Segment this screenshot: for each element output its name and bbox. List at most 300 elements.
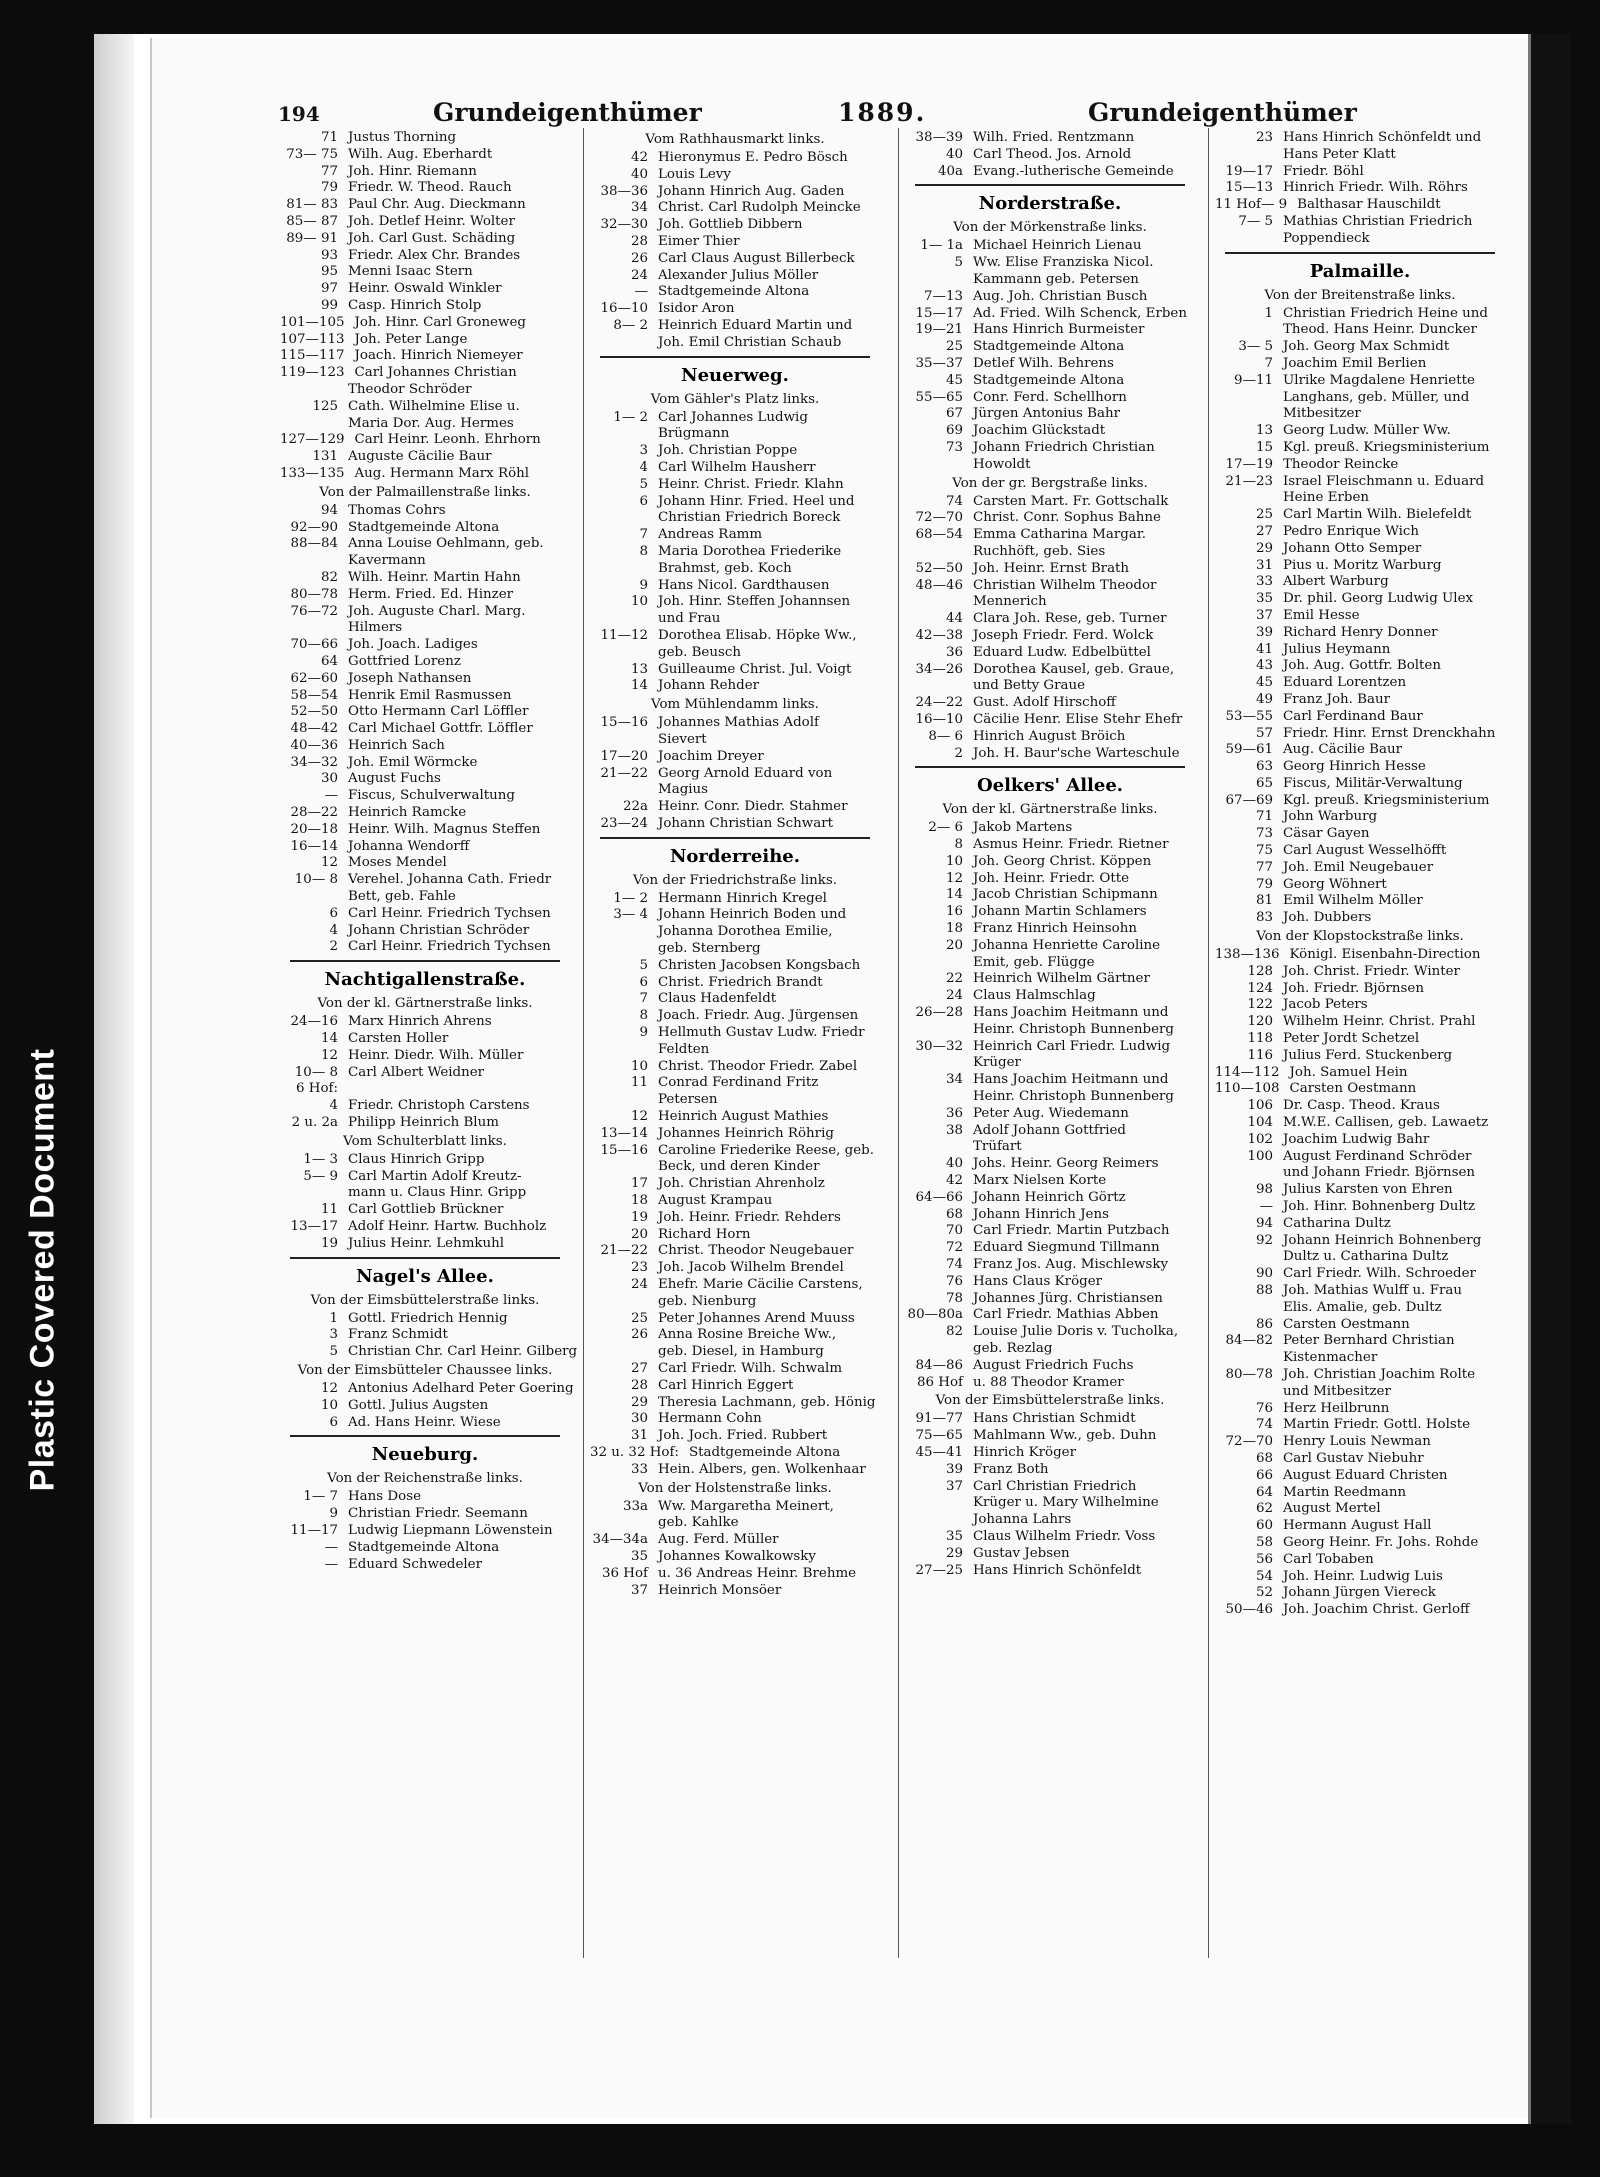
house-number: 76	[945, 1273, 963, 1289]
owner-name: Johanna Lahrs	[973, 1512, 1072, 1528]
owner-entry	[905, 695, 1195, 712]
owner-entry	[905, 1479, 1195, 1496]
owner-entry	[905, 1546, 1195, 1563]
house-number: 88—84	[290, 536, 338, 552]
owner-entry	[280, 449, 570, 466]
column-divider	[1208, 128, 1209, 1958]
house-number: 26	[630, 250, 648, 266]
owner-name: Johann Otto Semper	[1283, 540, 1422, 556]
owner-entry	[1215, 231, 1505, 248]
owner-entry	[1215, 793, 1505, 810]
house-number: 42	[945, 1173, 963, 1189]
house-number	[1215, 231, 1283, 248]
house-number: —	[634, 284, 648, 300]
owner-name: Jacob Christian Schipmann	[973, 887, 1158, 903]
house-number: 34—34a	[592, 1532, 648, 1548]
owner-entry	[280, 332, 570, 349]
house-number: 3	[329, 1327, 338, 1343]
owner-name: Wilhelm Heinr. Christ. Prahl	[1283, 1014, 1476, 1030]
owner-name: Elis. Amalie, geb. Dultz	[1283, 1299, 1442, 1315]
house-number	[590, 510, 658, 527]
owner-entry	[280, 466, 570, 483]
owner-name: Mitbesitzer	[1283, 406, 1361, 422]
owner-entry	[280, 147, 570, 164]
owner-name: Heinrich Ramcke	[348, 805, 467, 821]
owner-name: Joach. Hinrich Niemeyer	[354, 348, 523, 364]
owner-entry	[590, 958, 880, 975]
owner-entry	[590, 907, 880, 924]
owner-name: Theod. Hans Heinr. Duncker	[1283, 322, 1477, 338]
owner-name: Ruchhöft, geb. Sies	[973, 543, 1106, 559]
house-number: 16—14	[290, 838, 338, 854]
owner-entry	[590, 749, 880, 766]
owner-name: Carl Johannes Christian	[354, 365, 517, 381]
owner-name: Gottl. Friedrich Hennig	[348, 1310, 508, 1326]
owner-entry	[1215, 1585, 1505, 1602]
owner-entry	[1215, 1401, 1505, 1418]
owner-name: Anna Louise Oehlmann, geb.	[348, 536, 544, 552]
house-number: 30	[630, 1411, 648, 1427]
owner-entry	[280, 1115, 570, 1132]
owner-name: Joh. Christ. Friedr. Winter	[1283, 963, 1460, 979]
owner-entry	[590, 1176, 880, 1193]
owner-name: Joach. Friedr. Aug. Jürgensen	[658, 1008, 859, 1024]
house-number: 40	[630, 166, 648, 182]
house-number: 67	[945, 406, 963, 422]
owner-entry	[1215, 164, 1505, 181]
owner-name: Hellmuth Gustav Ludw. Friedr	[658, 1025, 865, 1041]
owner-name: Joachim Emil Berlien	[1283, 355, 1427, 371]
house-number: 67—69	[1225, 792, 1273, 808]
house-number: 32 u. 32 Hof:	[590, 1444, 679, 1460]
owner-name: Carl August Wesselhöfft	[1283, 843, 1447, 859]
house-number: 29	[630, 1394, 648, 1410]
owner-entry	[1215, 1233, 1505, 1250]
owner-name: Krüger	[973, 1055, 1021, 1071]
owner-entry	[1215, 675, 1505, 692]
owner-name: Asmus Heinr. Friedr. Rietner	[973, 837, 1169, 853]
owner-entry	[905, 837, 1195, 854]
owner-name: John Warburg	[1283, 809, 1378, 825]
owner-name: Georg Ludw. Müller Ww.	[1283, 423, 1451, 439]
owner-entry	[590, 561, 880, 578]
owner-name: Mathias Christian Friedrich	[1283, 213, 1473, 229]
owner-entry	[1215, 910, 1505, 927]
owner-entry	[905, 1563, 1195, 1580]
house-number: 17—20	[600, 748, 648, 764]
section-rule	[915, 184, 1185, 186]
owner-name: Joh. Samuel Hein	[1289, 1064, 1408, 1080]
house-number: 9—11	[1234, 372, 1273, 388]
house-number: 114—112	[1215, 1064, 1280, 1080]
owner-name: Jakob Martens	[973, 820, 1073, 836]
house-number: 116	[1247, 1047, 1273, 1063]
owner-name: Otto Hermann Carl Löffler	[348, 704, 529, 720]
street-heading: Neueburg.	[371, 1444, 479, 1466]
owner-name: Brahmst, geb. Koch	[658, 560, 792, 576]
house-number: 2	[329, 939, 338, 955]
owner-name: Pius u. Moritz Warburg	[1283, 557, 1442, 573]
owner-name: Justus Thorning	[348, 130, 457, 145]
house-number	[1215, 1249, 1283, 1266]
house-number: 10— 8	[294, 872, 338, 888]
house-number: 38—36	[600, 183, 648, 199]
house-number: 37	[630, 1582, 648, 1598]
house-number: 79	[320, 180, 338, 196]
owner-entry	[590, 1566, 880, 1583]
house-number: 92—90	[290, 519, 338, 535]
house-number: 68	[1255, 1450, 1273, 1466]
direction-note: Von der gr. Bergstraße links.	[952, 475, 1148, 491]
house-number: —	[1259, 1199, 1273, 1215]
owner-name: Johann Hinr. Fried. Heel und	[658, 493, 855, 509]
owner-entry	[905, 164, 1195, 181]
house-number: 5	[639, 957, 648, 973]
owner-name: Richard Horn	[658, 1226, 751, 1242]
owner-entry	[905, 457, 1195, 474]
house-number: 31	[630, 1428, 648, 1444]
owner-entry	[280, 839, 570, 856]
house-number	[590, 1515, 658, 1532]
owner-entry	[905, 130, 1195, 147]
owner-entry	[280, 1381, 574, 1398]
house-number: 1— 3	[303, 1151, 338, 1167]
house-number: 1	[329, 1310, 338, 1326]
owner-name: Conr. Ferd. Schellhorn	[973, 389, 1127, 405]
owner-entry	[280, 1169, 570, 1186]
owner-name: Cath. Wilhelmine Elise u.	[348, 398, 520, 414]
house-number: 37	[1255, 607, 1273, 623]
side-label	[8, 1000, 78, 1540]
house-number	[905, 955, 973, 972]
owner-name: Ludwig Liepmann Löwenstein	[348, 1522, 553, 1538]
owner-name: Martin Reedmann	[1283, 1484, 1407, 1500]
owner-name: Eduard Ludw. Edbelbüttel	[973, 644, 1151, 660]
owner-entry	[1215, 877, 1505, 894]
owner-name: Beck, und deren Kinder	[658, 1159, 820, 1175]
owner-entry	[590, 1143, 880, 1160]
house-number: 8	[639, 543, 648, 559]
house-number: 35	[1255, 591, 1273, 607]
owner-entry	[905, 729, 1195, 746]
owner-name: Howoldt	[973, 456, 1031, 472]
owner-name: Kavermann	[348, 553, 426, 569]
house-number: 4	[329, 922, 338, 938]
house-number: 15—13	[1225, 180, 1273, 196]
owner-name: Wilh. Heinr. Martin Hahn	[348, 569, 521, 585]
house-number: 20—18	[290, 821, 338, 837]
house-number: 62—60	[290, 670, 338, 686]
house-number	[590, 335, 658, 352]
owner-name: Trüfart	[973, 1139, 1022, 1155]
section-rule	[600, 356, 870, 358]
owner-name: Peter Johannes Arend Muuss	[658, 1310, 855, 1326]
owner-entry	[280, 872, 570, 889]
house-number: 77	[320, 163, 338, 179]
owner-name: Bett, geb. Fahle	[348, 889, 456, 905]
owner-entry	[905, 423, 1195, 440]
owner-name: Carl Martin Wilh. Bielefeldt	[1283, 507, 1472, 523]
house-number: 23	[630, 1260, 648, 1276]
house-number	[1215, 490, 1283, 507]
house-number: 6	[329, 1414, 338, 1430]
owner-name: und Mitbesitzer	[1283, 1383, 1391, 1399]
house-number: 62	[1255, 1501, 1273, 1517]
owner-name: Carsten Holler	[348, 1031, 449, 1047]
owner-entry	[280, 923, 570, 940]
owner-entry	[590, 1549, 880, 1566]
house-number: 40—36	[290, 737, 338, 753]
house-number: 73	[1255, 826, 1273, 842]
owner-name: Joachim Dreyer	[658, 748, 764, 764]
owner-entry	[280, 180, 570, 197]
owner-name: Christian Friedrich Heine und	[1283, 305, 1488, 321]
owner-name: geb. Sternberg	[658, 941, 761, 957]
owner-entry	[590, 1092, 880, 1109]
owner-name: Ehefr. Marie Cäcilie Carstens,	[658, 1277, 863, 1293]
house-number: 7—13	[924, 288, 963, 304]
owner-entry	[590, 816, 880, 833]
house-number: 8	[639, 1008, 648, 1024]
owner-name: Heinr. Conr. Diedr. Stahmer	[658, 799, 848, 815]
owner-entry	[590, 628, 880, 645]
owner-name: Maria Dorothea Friederike	[658, 543, 842, 559]
owner-name: Johann Hinrich Jens	[973, 1206, 1109, 1222]
owner-entry	[280, 399, 570, 416]
owner-entry	[590, 268, 880, 285]
owner-entry	[590, 1361, 880, 1378]
house-number	[905, 272, 973, 289]
owner-entry	[1215, 1199, 1505, 1216]
house-number: 52—50	[915, 560, 963, 576]
owner-entry	[590, 1260, 880, 1277]
direction-note: Vom Rathhausmarkt links.	[645, 132, 825, 147]
owner-entry	[280, 822, 570, 839]
owner-name: Heinr. Christ. Friedr. Klahn	[658, 476, 844, 492]
owner-name: Heinrich August Mathies	[658, 1109, 829, 1125]
owner-name: Joh. Emil Wörmcke	[348, 754, 478, 770]
owner-name: Joh. Heinr. Ludwig Luis	[1283, 1568, 1443, 1584]
owner-entry	[905, 1106, 1195, 1123]
owner-entry	[590, 335, 880, 352]
house-number: 30	[320, 771, 338, 787]
house-number: 71	[320, 130, 338, 145]
owner-entry	[1215, 1468, 1505, 1485]
house-number: 94	[320, 502, 338, 518]
direction-note: Von der Friedrichstraße links.	[632, 872, 837, 888]
owner-name: Maria Dor. Aug. Hermes	[348, 415, 514, 431]
owner-entry	[280, 805, 570, 822]
owner-name: Hinrich Kröger	[973, 1444, 1077, 1460]
owner-entry	[1215, 558, 1505, 575]
owner-name: Verehel. Johanna Cath. Friedr	[348, 872, 552, 888]
owner-name	[348, 1081, 570, 1098]
owner-name: Christian Friedr. Seemann	[348, 1506, 528, 1522]
owner-entry	[1215, 843, 1505, 860]
owner-entry	[280, 416, 570, 433]
owner-entry	[590, 234, 880, 251]
house-number: 59—61	[1225, 742, 1273, 758]
owner-entry	[1215, 474, 1505, 491]
owner-name: geb. Rezlag	[973, 1341, 1053, 1356]
house-number: 33	[1255, 574, 1273, 590]
owner-name: Gust. Adolf Hirschoff	[973, 695, 1116, 711]
owner-name: Joh. Jacob Wilhelm Brendel	[658, 1260, 844, 1276]
owner-entry	[1215, 608, 1505, 625]
owner-entry	[1215, 642, 1505, 659]
owner-name: Carl Heinr. Friedrich Tychsen	[348, 905, 551, 921]
owner-name: Aug. Ferd. Müller	[658, 1532, 779, 1548]
house-number: 84—82	[1225, 1333, 1273, 1349]
house-number: 42	[630, 150, 648, 165]
house-number: 23	[1255, 130, 1273, 145]
house-number	[280, 416, 348, 433]
direction-note: Vom Schulterblatt links.	[343, 1133, 507, 1149]
house-number	[905, 1055, 973, 1072]
house-number: 18	[630, 1193, 648, 1209]
owner-name: Kgl. preuß. Kriegsministerium	[1283, 792, 1490, 808]
owner-name: Hans Peter Klatt	[1283, 146, 1396, 162]
house-number: 33a	[622, 1498, 648, 1514]
owner-entry	[905, 356, 1195, 373]
owner-entry	[1215, 1417, 1505, 1434]
owner-entry	[590, 1059, 880, 1076]
house-number	[905, 678, 973, 695]
house-number: 84—86	[915, 1357, 963, 1373]
section-rule	[915, 766, 1185, 768]
house-number: 2	[954, 745, 963, 761]
owner-entry	[280, 788, 570, 805]
owner-entry	[280, 704, 570, 721]
house-number	[590, 1344, 658, 1361]
owner-name: Joh. Hinr. Bohnenberg Dultz	[1283, 1199, 1476, 1215]
house-number: 11—17	[290, 1522, 338, 1538]
owner-name: Ad. Fried. Wilh Schenck, Erben	[973, 305, 1187, 321]
owner-name: Henry Louis Newman	[1283, 1434, 1431, 1450]
owner-entry	[590, 645, 880, 662]
house-number	[590, 782, 658, 799]
owner-name: Feldten	[658, 1041, 710, 1057]
direction-note: Von der Palmaillenstraße links.	[319, 484, 531, 500]
owner-name: Heinrich Monsöer	[658, 1582, 782, 1598]
owner-name: Franz Jos. Aug. Mischlewsky	[973, 1257, 1169, 1273]
owner-name: Carl Martin Adolf Kreutz-	[348, 1168, 522, 1184]
owner-name: Stadtgemeinde Altona	[658, 284, 810, 300]
house-number: 98	[1255, 1182, 1273, 1198]
owner-name: Carl Friedr. Martin Putzbach	[973, 1223, 1170, 1239]
owner-entry	[280, 536, 570, 553]
owner-entry	[1215, 964, 1505, 981]
house-number: 125	[312, 398, 338, 414]
owner-entry	[280, 671, 570, 688]
owner-name: Carl Friedr. Wilh. Schwalm	[658, 1361, 843, 1376]
owner-entry	[905, 1173, 1195, 1190]
owner-name: Joh. Dubbers	[1283, 910, 1372, 926]
owner-entry	[280, 1081, 570, 1098]
owner-entry	[280, 348, 570, 365]
owner-name: Friedr. Hinr. Ernst Drenckhahn	[1283, 725, 1496, 741]
house-number: 22	[945, 971, 963, 987]
owner-entry	[1215, 147, 1505, 164]
house-number: 6	[329, 905, 338, 921]
owner-name: August Friedrich Fuchs	[973, 1357, 1134, 1373]
house-number: 86 Hof	[917, 1374, 963, 1390]
owner-entry	[280, 1185, 570, 1202]
house-number: 3— 5	[1238, 339, 1273, 355]
house-number: 66	[1255, 1467, 1273, 1483]
owner-entry	[1215, 1535, 1505, 1552]
house-number	[280, 382, 348, 399]
house-number: 12	[320, 1381, 338, 1396]
owner-name: Hieronymus E. Pedro Bösch	[658, 150, 848, 165]
owner-entry	[1215, 1149, 1505, 1166]
house-number: 5	[639, 476, 648, 492]
owner-entry	[280, 1065, 570, 1082]
owner-entry	[590, 410, 880, 427]
owner-entry	[905, 289, 1195, 306]
owner-entry	[590, 578, 880, 595]
owner-entry	[590, 611, 880, 628]
owner-entry	[1215, 1569, 1505, 1586]
owner-name: Kammann geb. Petersen	[973, 271, 1139, 287]
house-number: 16	[945, 904, 963, 920]
house-number: 73— 75	[286, 146, 338, 162]
section-rule	[600, 837, 870, 839]
house-number: 128	[1247, 963, 1273, 979]
owner-entry	[280, 771, 570, 788]
owner-name: Stadtgemeinde Altona	[973, 339, 1125, 355]
house-number: 49	[1255, 691, 1273, 707]
house-number: 43	[1255, 658, 1273, 674]
owner-entry	[905, 1089, 1195, 1106]
owner-entry	[1215, 423, 1505, 440]
owner-name: Gottfried Lorenz	[348, 653, 461, 669]
house-number: 64	[1255, 1484, 1273, 1500]
owner-name: Christ. Friedrich Brandt	[658, 974, 823, 990]
owner-entry	[905, 1156, 1195, 1173]
owner-name: Herm. Fried. Ed. Hinzer	[348, 586, 514, 602]
owner-entry	[590, 732, 880, 749]
house-number: 120	[1247, 1014, 1273, 1030]
owner-entry	[905, 1375, 1195, 1392]
house-number: 12	[630, 1109, 648, 1125]
owner-entry	[905, 871, 1195, 888]
house-number: 10	[630, 594, 648, 610]
house-number: 34	[945, 1072, 963, 1088]
house-number: 7	[1264, 355, 1273, 371]
owner-entry	[590, 527, 880, 544]
owner-entry	[905, 1411, 1195, 1428]
house-number	[905, 594, 973, 611]
house-number	[905, 1341, 973, 1358]
owner-name: Eduard Lorentzen	[1283, 675, 1407, 691]
house-number: 45	[1255, 675, 1273, 691]
owner-entry	[590, 184, 880, 201]
owner-entry	[280, 365, 570, 382]
owner-entry	[590, 1395, 880, 1412]
owner-entry	[905, 1341, 1195, 1358]
owner-entry	[590, 1445, 880, 1462]
house-number: 3	[639, 443, 648, 459]
owner-name: August Eduard Christen	[1283, 1467, 1448, 1483]
house-number: 40	[945, 1156, 963, 1172]
owner-entry	[280, 231, 570, 248]
owner-name: Casp. Hinrich Stolp	[348, 297, 482, 313]
owner-name: August Mertel	[1283, 1501, 1381, 1517]
house-number	[905, 1089, 973, 1106]
owner-entry	[905, 1123, 1195, 1140]
house-number	[590, 561, 658, 578]
